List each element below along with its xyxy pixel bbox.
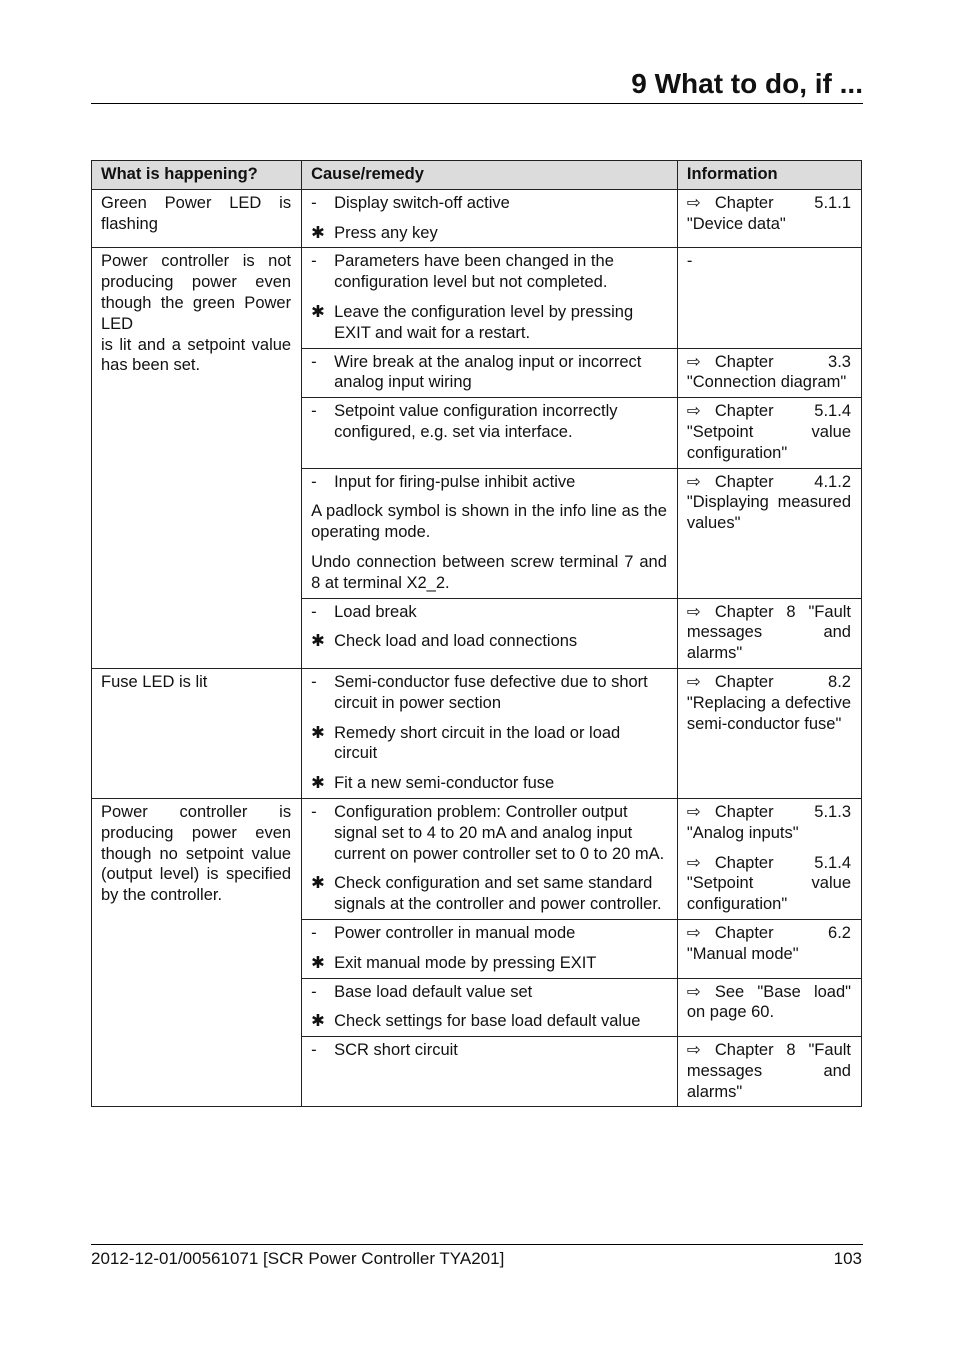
column-header-information: Information	[677, 161, 861, 190]
cause-cell: - Display switch-off active ✱ Press any key	[302, 189, 678, 248]
column-header-cause: Cause/remedy	[302, 161, 678, 190]
info-cell: ⇨ See "Base load" on page 60.	[677, 978, 861, 1037]
info-cell: ⇨ Chapter 5.1.3 "Analog inputs" ⇨ Chapter 5.1.4 "Setpoint value configuration"	[677, 798, 861, 919]
info-cell: ⇨ Chapter 5.1.4 "Setpoint value configuration"	[677, 398, 861, 468]
symptom-cell: Green Power LED is flashing	[92, 189, 302, 248]
info-cell: ⇨ Chapter 8.2 "Replacing a defective semi-conductor fuse"	[677, 668, 861, 798]
cause-cell: - Parameters have been changed in the configuration level but not completed. ✱ Leave the configuration level by pressing EXIT and wait for a restart.	[302, 248, 678, 348]
reference-arrow-icon: ⇨	[686, 402, 701, 421]
symptom-cell: Power controller is not producing power even though the green Power LED is lit and a setpoint value has been set.	[92, 248, 302, 669]
cause-cell: - Power controller in manual mode ✱ Exit manual mode by pressing EXIT	[302, 919, 678, 978]
symptom-cell: Power controller is producing power even though no setpoint value (output level) is specified by the controller.	[92, 798, 302, 1107]
reference-arrow-icon: ⇨	[686, 193, 701, 212]
cause-cell: - Load break ✱ Check load and load connections	[302, 598, 678, 668]
page-title: 9 What to do, if ...	[631, 68, 863, 99]
reference-arrow-icon: ⇨	[686, 853, 701, 872]
reference-arrow-icon: ⇨	[686, 602, 701, 621]
info-cell: ⇨ Chapter 4.1.2 "Displaying measured values"	[677, 468, 861, 598]
reference-arrow-icon: ⇨	[686, 352, 701, 371]
info-cell: -	[677, 248, 861, 348]
header-rule	[91, 103, 863, 104]
info-cell: ⇨ Chapter 8 "Fault messages and alarms"	[677, 598, 861, 668]
cause-cell: - Base load default value set ✱ Check settings for base load default value	[302, 978, 678, 1037]
troubleshooting-table	[91, 160, 862, 1107]
reference-arrow-icon: ⇨	[686, 472, 701, 491]
table-row	[92, 798, 862, 919]
table-row	[92, 189, 862, 248]
footer-document-id: 2012-12-01/00561071 [SCR Power Controller TYA201]	[91, 1249, 505, 1268]
reference-arrow-icon: ⇨	[686, 802, 701, 821]
table-row	[92, 668, 862, 798]
info-cell: ⇨ Chapter 8 "Fault messages and alarms"	[677, 1037, 861, 1107]
cause-cell: - Wire break at the analog input or incorrect analog input wiring	[302, 348, 678, 398]
cause-cell: - SCR short circuit	[302, 1037, 678, 1107]
page-number: 103	[833, 1249, 862, 1268]
footer-rule	[91, 1244, 863, 1245]
info-cell: ⇨ Chapter 5.1.1 "Device data"	[677, 189, 861, 248]
cause-cell: - Configuration problem: Controller output signal set to 4 to 20 mA and analog input current on power controller set to 0 to 20 mA. ✱ Check configuration and set same standard signals at the controller and power controller.	[302, 798, 678, 919]
info-cell: ⇨ Chapter 3.3 "Connection diagram"	[677, 348, 861, 398]
info-cell: ⇨ Chapter 6.2 "Manual mode"	[677, 919, 861, 978]
column-header-what: What is happening?	[92, 161, 302, 190]
reference-arrow-icon: ⇨	[686, 982, 701, 1001]
symptom-cell: Fuse LED is lit	[92, 668, 302, 798]
table-row	[92, 248, 862, 348]
cause-cell: - Input for firing-pulse inhibit active A padlock symbol is shown in the info line as the operating mode. Undo connection between screw terminal 7 and 8 at terminal X2_2.	[302, 468, 678, 598]
cause-cell: - Semi-conductor fuse defective due to short circuit in power section ✱ Remedy short circuit in the load or load circuit ✱ Fit a new semi-conductor fuse	[302, 668, 678, 798]
reference-arrow-icon: ⇨	[686, 1041, 701, 1060]
reference-arrow-icon: ⇨	[686, 923, 701, 942]
reference-arrow-icon: ⇨	[686, 672, 701, 691]
table-header-row	[92, 161, 862, 190]
cause-cell: - Setpoint value configuration incorrectly configured, e.g. set via interface.	[302, 398, 678, 468]
